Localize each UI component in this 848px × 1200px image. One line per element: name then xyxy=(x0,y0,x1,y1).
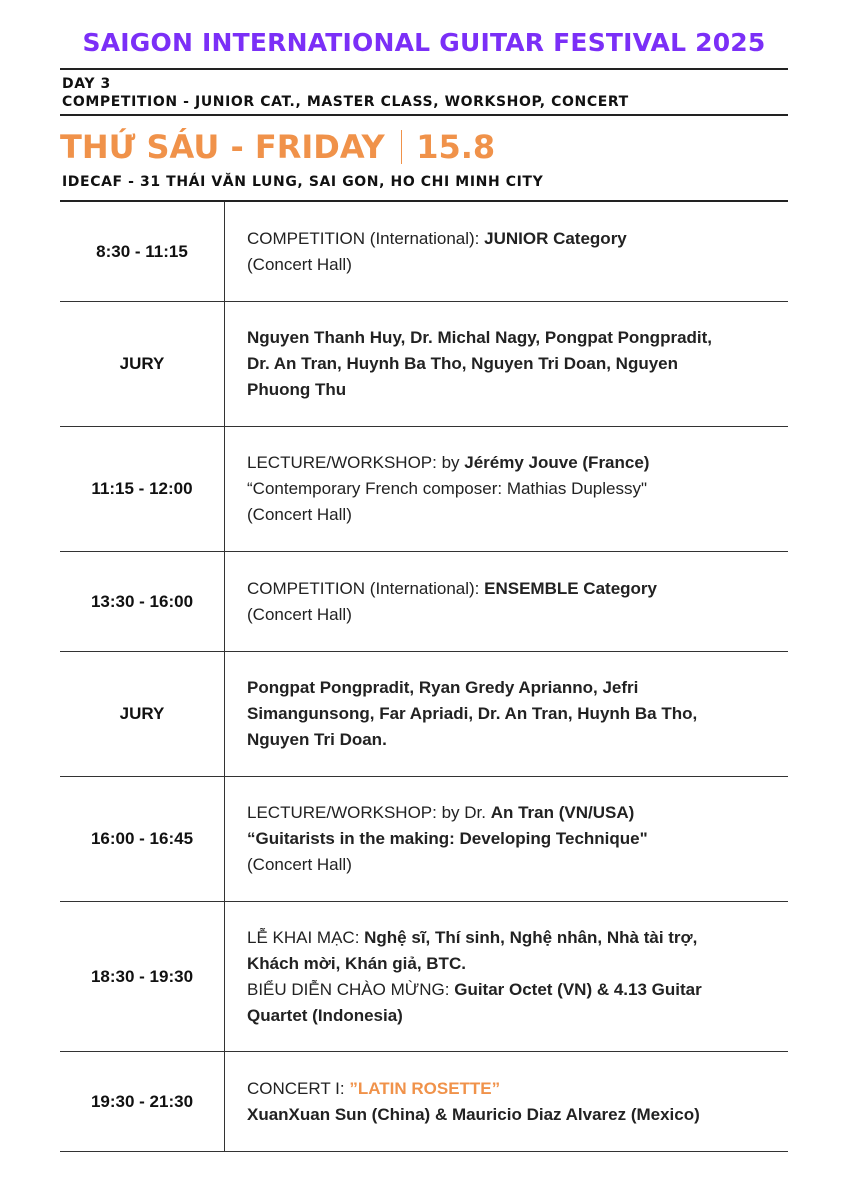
description-text: LỄ KHAI MẠC: xyxy=(247,927,365,947)
description-line xyxy=(247,977,770,1003)
venue-label: IDECAF - 31 THÁI VĂN LUNG, SAI GON, HO CHI MINH CITY xyxy=(62,174,544,190)
schedule-row xyxy=(60,652,788,777)
description-line xyxy=(247,826,770,852)
schedule-time: 19:30 - 21:30 xyxy=(60,1052,225,1151)
schedule-time: 13:30 - 16:00 xyxy=(60,552,225,651)
schedule-description xyxy=(225,427,788,551)
description-text: LECTURE/WORKSHOP: by xyxy=(247,453,465,472)
description-text: (Concert Hall) xyxy=(247,855,352,874)
description-text: Simangunsong, Far Apriadi, Dr. An Tran, Huynh Ba Tho, xyxy=(247,704,698,723)
description-line xyxy=(247,800,770,826)
concert-title-highlight: ”LATIN ROSETTE” xyxy=(349,1078,501,1098)
description-text: (Concert Hall) xyxy=(247,604,352,624)
schedule-row xyxy=(60,552,788,652)
description-text: Jérémy Jouve (France) xyxy=(464,453,650,472)
description-text: “Contemporary French composer: Mathias Duplessy" xyxy=(247,479,648,498)
description-line xyxy=(247,852,770,878)
description-line xyxy=(247,502,770,528)
schedule-description xyxy=(225,777,788,901)
description-line xyxy=(247,602,770,628)
schedule-row xyxy=(60,777,788,902)
description-text: BIỂU DIỄN CHÀO MỪNG: xyxy=(247,979,455,999)
schedule-description xyxy=(225,652,788,776)
description-line xyxy=(247,450,770,476)
description-text: (Concert Hall) xyxy=(247,254,352,274)
description-text: COMPETITION (International): xyxy=(247,578,485,598)
divider-middle xyxy=(60,114,788,116)
description-text: XuanXuan Sun (China) & Mauricio Diaz Alvarez (Mexico) xyxy=(247,1104,700,1124)
description-line xyxy=(247,1102,770,1128)
schedule-row xyxy=(60,302,788,427)
description-text: (Concert Hall) xyxy=(247,505,352,524)
description-text: “Guitarists in the making: Developing Technique" xyxy=(247,829,648,848)
description-line xyxy=(247,377,770,403)
description-text: CONCERT I: xyxy=(247,1078,350,1098)
divider-top xyxy=(60,68,788,70)
schedule-time: JURY xyxy=(60,652,225,776)
description-line xyxy=(247,325,770,351)
schedule-time: 16:00 - 16:45 xyxy=(60,777,225,901)
description-line xyxy=(247,1076,770,1102)
description-text: ENSEMBLE Category xyxy=(484,578,657,598)
description-text: Khách mời, Khán giả, BTC. xyxy=(247,953,466,973)
date-heading xyxy=(60,128,495,166)
description-text: Nghệ sĩ, Thí sinh, Nghệ nhân, Nhà tài trợ, xyxy=(364,927,698,947)
schedule-table xyxy=(60,202,788,1152)
description-text: Phuong Thu xyxy=(247,380,347,399)
day-label: DAY 3 xyxy=(62,76,111,92)
schedule-row xyxy=(60,1052,788,1152)
description-text: Guitar Octet (VN) & 4.13 Guitar xyxy=(454,979,702,999)
description-line xyxy=(247,351,770,377)
description-text: Pongpat Pongpradit, Ryan Gredy Aprianno, Jefri xyxy=(247,678,639,697)
weekday-label: THỨ SÁU - FRIDAY xyxy=(60,128,385,166)
description-text: Quartet (Indonesia) xyxy=(247,1005,403,1025)
description-line xyxy=(247,951,770,977)
description-line xyxy=(247,727,770,753)
schedule-description xyxy=(225,902,788,1051)
schedule-description xyxy=(225,302,788,426)
description-line xyxy=(247,1003,770,1029)
schedule-time: 18:30 - 19:30 xyxy=(60,902,225,1051)
description-text: Nguyen Thanh Huy, Dr. Michal Nagy, Pongpat Pongpradit, xyxy=(247,328,713,347)
description-line xyxy=(247,675,770,701)
day-subtitle: COMPETITION - JUNIOR CAT., MASTER CLASS, WORKSHOP, CONCERT xyxy=(62,94,629,110)
description-line xyxy=(247,925,770,951)
description-line xyxy=(247,476,770,502)
schedule-row xyxy=(60,202,788,302)
schedule-time: 11:15 - 12:00 xyxy=(60,427,225,551)
schedule-row xyxy=(60,427,788,552)
schedule-row xyxy=(60,902,788,1052)
festival-title: SAIGON INTERNATIONAL GUITAR FESTIVAL 2025 xyxy=(82,28,766,57)
schedule-description xyxy=(225,202,788,301)
description-line xyxy=(247,226,770,252)
schedule-time: 8:30 - 11:15 xyxy=(60,202,225,301)
date-label: 15.8 xyxy=(416,128,496,166)
description-text: COMPETITION (International): xyxy=(247,228,485,248)
description-text: Dr. An Tran, Huynh Ba Tho, Nguyen Tri Doan, Nguyen xyxy=(247,354,679,373)
description-text: Nguyen Tri Doan. xyxy=(247,730,387,749)
description-line xyxy=(247,576,770,602)
description-line xyxy=(247,701,770,727)
description-text: An Tran (VN/USA) xyxy=(490,803,635,822)
schedule-time: JURY xyxy=(60,302,225,426)
description-text: LECTURE/WORKSHOP: by Dr. xyxy=(247,803,491,822)
date-separator xyxy=(401,130,403,164)
description-line xyxy=(247,252,770,278)
schedule-description xyxy=(225,1052,788,1151)
schedule-description xyxy=(225,552,788,651)
description-text: JUNIOR Category xyxy=(484,228,627,248)
